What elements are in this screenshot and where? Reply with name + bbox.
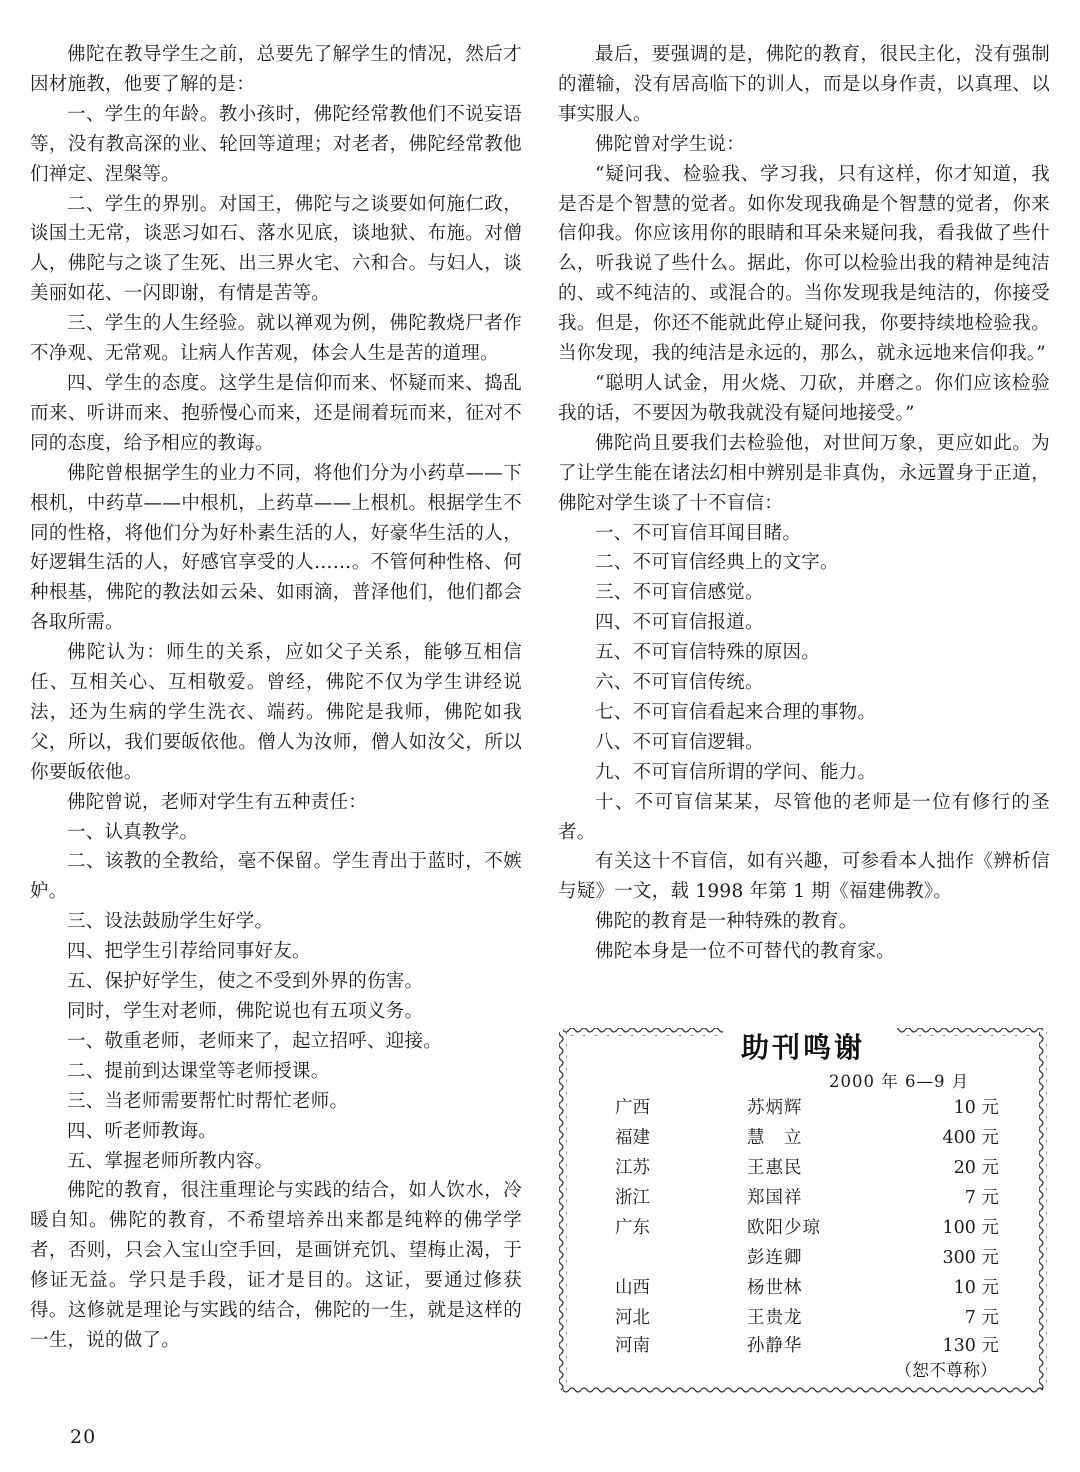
paragraph: 二、学生的界别。对国王，佛陀与之谈要如何施仁政，谈国土无常，谈恶习如石、落水见底，谈地狱、布施。对僧人，佛陀与之谈了生死、出三界火宅、六和合。与妇人，谈美丽如花、一闪即谢，有情是苦等。 [30, 193, 522, 305]
list-item: 七、不可盲信看起来合理的事物。 [595, 701, 877, 723]
box-note: （恕不尊称） [895, 1361, 997, 1381]
table-row [557, 1304, 1049, 1334]
donor-province: 江苏 [615, 1158, 650, 1178]
donor-name: 杨世林 [747, 1278, 803, 1298]
donor-province: 福建 [615, 1128, 650, 1148]
list-item: 四、不可盲信报道。 [595, 612, 764, 634]
quote-paragraph: “疑问我、检验我、学习我，只有这样，你才知道，我是否是个智慧的觉者。如你发现我确是个智慧的觉者，你来信仰我。你应该用你的眼睛和耳朵来疑问我，看我做了些什么，听我说了些什么。据此，你可以检验出我的精神是纯洁的、或不纯洁的、或混合的。当你发现我是纯洁的，你接受我。但是，你还不能就此停止疑问我，你要持续地检验我。当你发现，我的纯洁是永远的，那么，就永远地来信仰我。” [558, 163, 1050, 365]
list-item: 一、敬重老师，老师来了，起立招呼、迎接。 [67, 1030, 443, 1052]
list-item: 六、不可盲信传统。 [595, 672, 764, 694]
donor-amount: 7 元 [964, 1308, 999, 1328]
table-row [557, 1274, 1049, 1304]
right-column [558, 40, 1050, 967]
list-item: 五、保护好学生，使之不受到外界的伤害。 [67, 971, 424, 993]
donor-name: 欧阳少琼 [747, 1218, 821, 1238]
table-row [557, 1154, 1049, 1184]
paragraph: 四、学生的态度。这学生是信仰而来、怀疑而来、捣乱而来、听讲而来、抱骄慢心而来，还是闹着玩而来，征对不同的态度，给予相应的教诲。 [30, 372, 522, 454]
list-item: 四、把学生引荐给同事好友。 [67, 941, 311, 963]
donor-amount: 130 元 [942, 1336, 999, 1356]
table-row [557, 1244, 1049, 1274]
paragraph: 三、学生的人生经验。就以禅观为例，佛陀教烧尸者作不净观、无常观。让病人作苦观，体会人生是苦的道理。 [30, 313, 522, 365]
donor-name: 慧 立 [747, 1128, 803, 1148]
list-item: 八、不可盲信逻辑。 [595, 731, 764, 753]
list-item: 一、认真教学。 [67, 821, 199, 843]
donor-amount: 7 元 [964, 1188, 999, 1208]
donor-province: 广西 [615, 1098, 650, 1118]
paragraph: 一、学生的年龄。教小孩时，佛陀经常教他们不说妄语等，没有教高深的业、轮回等道理；对老者，佛陀经常教他们禅定、涅槃等。 [30, 103, 522, 185]
donor-amount: 10 元 [953, 1278, 999, 1298]
box-date: 2000 年 6—9 月 [829, 1072, 970, 1091]
donor-name: 孙静华 [747, 1336, 803, 1356]
donation-acknowledgement-box [557, 1018, 1049, 1404]
list-item: 二、提前到达课堂等老师授课。 [67, 1060, 330, 1082]
donor-province: 河北 [615, 1308, 650, 1328]
box-title: 助刊鸣谢 [740, 1031, 865, 1064]
paragraph: 佛陀认为：师生的关系，应如父子关系，能够互相信任、互相关心、互相敬爱。曾经，佛陀不仅为学生讲经说法，还为生病的学生洗衣、端药。佛陀是我师，佛陀如我父，所以，我们要皈依他。僧人为汝师，僧人如汝父，所以你要皈依他。 [30, 642, 522, 783]
paragraph: 同时，学生对老师，佛陀说也有五项义务。 [67, 1001, 424, 1022]
donor-name: 王贵龙 [747, 1308, 803, 1328]
table-row [557, 1184, 1049, 1214]
donor-amount: 10 元 [953, 1098, 999, 1118]
list-item: 三、当老师需要帮忙时帮忙老师。 [67, 1090, 349, 1112]
donor-amount: 20 元 [953, 1158, 999, 1178]
table-row [557, 1094, 1049, 1124]
donor-province: 山西 [615, 1278, 650, 1298]
left-column [30, 40, 522, 1356]
paragraph: 最后，要强调的是，佛陀的教育，很民主化，没有强制的灌输，没有居高临下的训人，而是以身作责，以真理、以事实服人。 [558, 44, 1050, 125]
paragraph: 佛陀曾对学生说： [595, 133, 746, 155]
donor-province: 浙江 [615, 1188, 650, 1208]
donor-name: 王惠民 [747, 1158, 803, 1178]
list-item: 二、该教的全教给，毫不保留。学生青出于蓝时，不嫉妒。 [30, 851, 522, 903]
paragraph: 佛陀在教导学生之前，总要先了解学生的情况，然后才因材施教，他要了解的是： [30, 44, 522, 95]
quote-paragraph: “聪明人试金，用火烧、刀砍，并磨之。你们应该检验我的话，不要因为敬我就没有疑问地接受。” [558, 372, 1050, 424]
list-item: 一、不可盲信耳闻目睹。 [595, 522, 802, 544]
list-item: 五、不可盲信特殊的原因。 [595, 642, 821, 664]
donor-amount: 100 元 [942, 1218, 999, 1238]
donor-name: 苏炳辉 [747, 1098, 803, 1118]
paragraph: 佛陀本身是一位不可替代的教育家。 [595, 941, 896, 963]
list-item: 九、不可盲信所谓的学问、能力。 [595, 761, 877, 783]
list-item: 五、掌握老师所教内容。 [67, 1150, 274, 1172]
list-item: 二、不可盲信经典上的文字。 [595, 552, 839, 574]
paragraph: 有关这十不盲信，如有兴趣，可参看本人拙作《辨析信与疑》一文，载 1998 年第 1 期《福建佛教》。 [558, 851, 1050, 903]
page-number: 20 [70, 1426, 97, 1448]
donor-amount: 400 元 [942, 1128, 999, 1148]
table-row [557, 1214, 1049, 1244]
donor-name: 彭连卿 [747, 1248, 803, 1268]
paragraph: 佛陀曾说，老师对学生有五种责任： [67, 791, 368, 813]
list-item: 三、设法鼓励学生好学。 [67, 911, 274, 933]
paragraph: 佛陀的教育，很注重理论与实践的结合，如人饮水，冷暖自知。佛陀的教育，不希望培养出来都是纯粹的佛学学者，否则，只会入宝山空手回，是画饼充饥、望梅止渴，于修证无益。学只是手段，证才是目的。这证，要通过修获得。这修就是理论与实践的结合，佛陀的一生，就是这样的一生，说的做了。 [30, 1180, 522, 1351]
donor-province: 广东 [615, 1218, 650, 1238]
list-item: 三、不可盲信感觉。 [595, 582, 764, 604]
paragraph: 佛陀尚且要我们去检验他，对世间万象，更应如此。为了让学生能在诸法幻相中辨别是非真伪，永远置身于正道，佛陀对学生谈了十不盲信： [558, 432, 1050, 514]
donor-province: 河南 [615, 1336, 650, 1356]
list-item: 十、不可盲信某某，尽管他的老师是一位有修行的圣者。 [558, 791, 1050, 843]
paragraph: 佛陀曾根据学生的业力不同，将他们分为小药草——下根机，中药草——中根机，上药草——上根机。根据学生不同的性格，将他们分为好朴素生活的人，好豪华生活的人，好逻辑生活的人，好感官享受的人……。不管何种性格、何种根基，佛陀的教法如云朵、如雨滴，普泽他们，他们都会各取所需。 [30, 462, 522, 634]
list-item: 四、听老师教诲。 [67, 1120, 218, 1142]
table-row [557, 1124, 1049, 1154]
donor-amount: 300 元 [942, 1248, 999, 1268]
paragraph: 佛陀的教育是一种特殊的教育。 [595, 911, 858, 933]
donor-name: 郑国祥 [747, 1188, 803, 1208]
